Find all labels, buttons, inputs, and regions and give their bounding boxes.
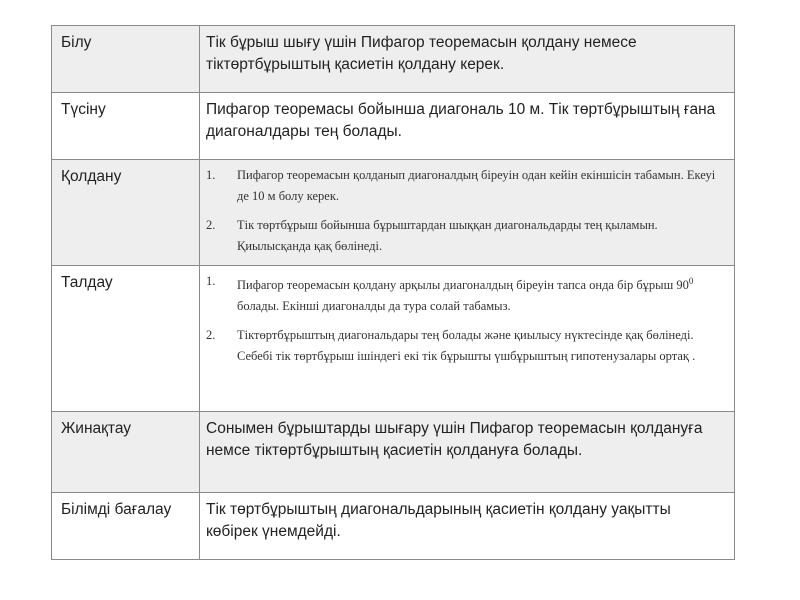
row-content-cell	[200, 26, 735, 93]
row-content-cell	[200, 412, 735, 493]
row-label: Білу	[61, 34, 92, 51]
row-content-cell	[200, 93, 735, 160]
row-label: Қолдану	[61, 168, 122, 185]
reflection-table	[51, 25, 735, 560]
row-label: Жинақтау	[61, 420, 132, 437]
row-text: Тік бұрыш шығу үшін Пифагор теоремасын қолдану немесе тіктөртбұрыштың қасиетін қолдану керек.	[206, 34, 637, 73]
list-item	[200, 325, 724, 367]
row-label-cell	[52, 26, 200, 93]
row-text: Пифагор теоремасы бойынша диагональ 10 м. Тік төртбұрыштың ғана диагоналдары тең болады.	[206, 101, 716, 140]
list-text-part: Пифагор теоремасын қолдану арқылы диагоналдың біреуін тапса онда бір бұрыш 90	[237, 278, 689, 293]
table-row	[52, 160, 735, 266]
row-content-cell	[200, 493, 735, 560]
row-content-cell	[200, 266, 735, 412]
list-number: 1.	[206, 274, 216, 288]
list-text: Тік төртбұрыш бойынша бұрыштардан шыққан диагональдарды тең қыламын. Қиылысқанда қақ бөлінеді.	[237, 218, 658, 253]
list-number: 2.	[206, 328, 216, 343]
row-text: Сонымен бұрыштарды шығару үшін Пифагор теоремасын қолдануға немсе тіктөртбұрыштың қасиетін қолдануға болады.	[206, 420, 703, 459]
table-row	[52, 266, 735, 412]
numbered-list	[200, 160, 734, 257]
degree-superscript: 0	[688, 276, 694, 286]
numbered-list	[200, 266, 734, 367]
row-label-cell	[52, 266, 200, 412]
list-number: 2.	[206, 218, 216, 232]
table-row	[52, 26, 735, 93]
list-text-part: болады. Екінші диагоналды да тура солай табамыз.	[237, 299, 511, 314]
row-label-cell	[52, 93, 200, 160]
list-text: Пифагор теоремасын қолданып диагоналдың біреуін одан кейін екіншісін табамын. Екеуі де 10 м болу керек.	[237, 168, 716, 203]
row-label: Білімді бағалау	[61, 501, 172, 518]
list-item	[200, 271, 724, 317]
row-label: Түсіну	[61, 101, 106, 118]
table-row	[52, 93, 735, 160]
table-row	[52, 412, 735, 493]
row-label-cell	[52, 493, 200, 560]
row-label-cell	[52, 412, 200, 493]
row-text: Тік төртбұрыштың диагональдарының қасиетін қолдану уақытты көбірек үнемдейді.	[206, 501, 671, 540]
row-content-cell	[200, 160, 735, 266]
list-item	[200, 165, 724, 207]
row-label-cell	[52, 160, 200, 266]
list-number: 1.	[206, 168, 216, 182]
list-text	[237, 271, 724, 317]
row-label: Талдау	[61, 274, 113, 291]
list-text: Тіктөртбұрыштың диагональдары тең болады және қиылысу нүктесінде қақ бөлінеді. Себебі тік төртбұрыш ішіндегі екі тік бұрышты үшбұрыштың гипотенузалары ортақ .	[237, 328, 696, 364]
table-row	[52, 493, 735, 560]
list-item	[200, 215, 724, 257]
